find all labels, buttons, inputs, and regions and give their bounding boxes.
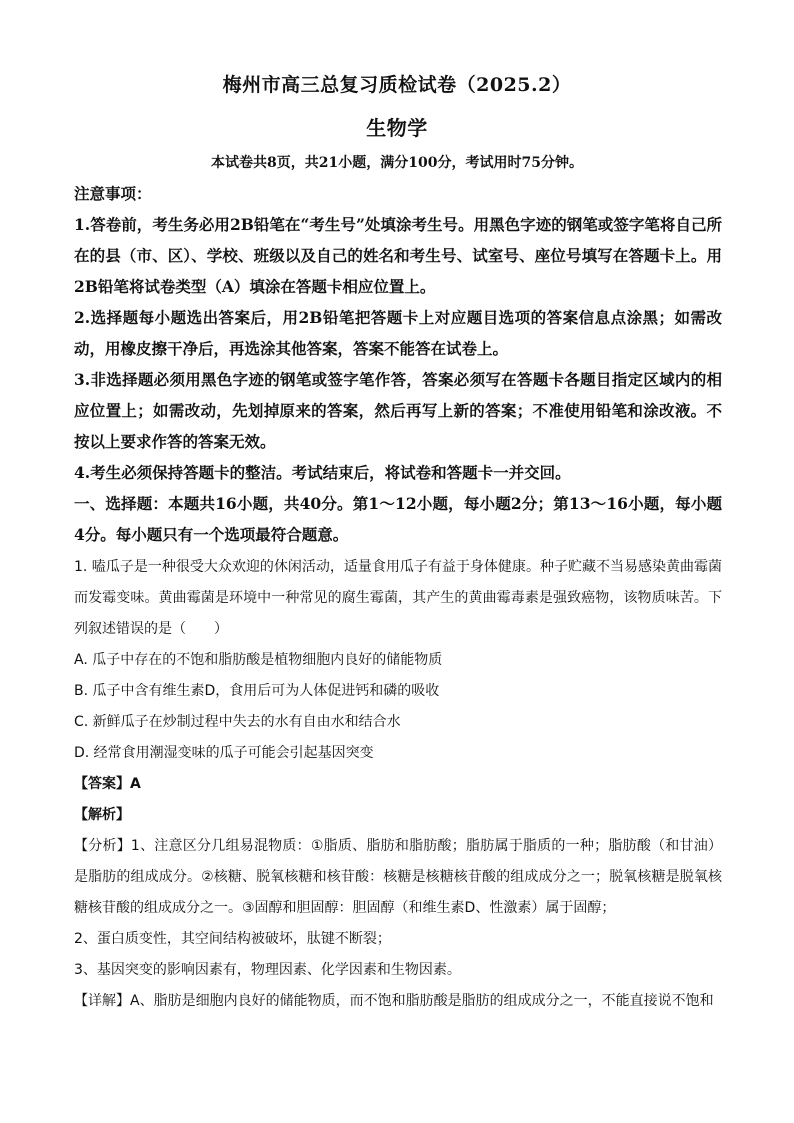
notice-heading: 注意事项： [74, 184, 152, 203]
option-c: C. 新鲜瓜子在炒制过程中失去的水有自由水和结合水 [74, 714, 401, 730]
question-1-stem: 1. 嗑瓜子是一种很受大众欢迎的休闲活动，适量食用瓜子有益于身体健康。种子贮藏不当易感染黄曲霉菌而发霉变味。黄曲霉菌是环境中一种常见的腐生霉菌，其产生的黄曲霉毒素是强致癌物，该物质味苦。下列叙述错误的是（ ） [74, 559, 722, 637]
analysis-paragraph-2: 2、蛋白质变性，其空间结构被破坏，肽键不断裂； [74, 931, 391, 947]
option-b: B. 瓜子中含有维生素D，食用后可为人体促进钙和磷的吸收 [74, 683, 440, 699]
notice-item-2: 2.选择题每小题选出答案后，用2B铅笔把答题卡上对应题目选项的答案信息点涂黑；如需改动，用橡皮擦干净后，再选涂其他答案，答案不能答在试卷上。 [74, 308, 722, 358]
analysis-label: 【解析】 [74, 807, 130, 823]
option-a: A. 瓜子中存在的不饱和脂肪酸是植物细胞内良好的储能物质 [74, 652, 443, 668]
notice-item-1: 1.答卷前，考生务必用2B铅笔在“考生号”处填涂考生号。用黑色字迹的钢笔或签字笔将自己所在的县（市、区）、学校、班级以及自己的姓名和考生号、试室号、座位号填写在答题卡上。用2B铅笔将试卷类型（A）填涂在答题卡相应位置上。 [74, 215, 722, 296]
notice-item-4: 4.考生必须保持答题卡的整洁。考试结束后，将试卷和答题卡一并交回。 [74, 463, 571, 482]
option-d: D. 经常食用潮湿变味的瓜子可能会引起基因突变 [74, 745, 374, 761]
answer-label: 【答案】A [74, 776, 141, 792]
exam-meta: 本试卷共8页，共21小题，满分100分，考试用时75分钟。 [211, 155, 583, 171]
section-heading: 一、选择题：本题共16小题，共40分。第1～12小题，每小题2分；第13～16小题，每小题4分。每小题只有一个选项最符合题意。 [74, 494, 722, 544]
notice-item-3: 3.非选择题必须用黑色字迹的钢笔或签字笔作答，答案必须写在答题卡各题目指定区域内的相应位置上；如需改动，先划掉原来的答案，然后再写上新的答案；不准使用铅笔和涂改液。不按以上要求作答的答案无效。 [74, 370, 722, 451]
analysis-paragraph-1: 【分析】1、注意区分几组易混物质：①脂质、脂肪和脂肪酸；脂肪属于脂质的一种；脂肪酸（和甘油）是脂肪的组成成分。②核糖、脱氧核糖和核苷酸：核糖是核糖核苷酸的组成成分之一；脱氧核糖是脱氧核糖核苷酸的组成成分之一。③固醇和胆固醇：胆固醇（和维生素D、性激素）属于固醇； [74, 838, 722, 916]
analysis-paragraph-3: 3、基因突变的影响因素有，物理因素、化学因素和生物因素。 [74, 962, 461, 978]
exam-title: 梅州市高三总复习质检试卷（2025.2） [222, 74, 572, 96]
subject-title: 生物学 [366, 116, 428, 140]
detail-paragraph: 【详解】A、脂肪是细胞内良好的储能物质，而不饱和脂肪酸是脂肪的组成成分之一，不能直接说不饱和 [74, 993, 714, 1009]
